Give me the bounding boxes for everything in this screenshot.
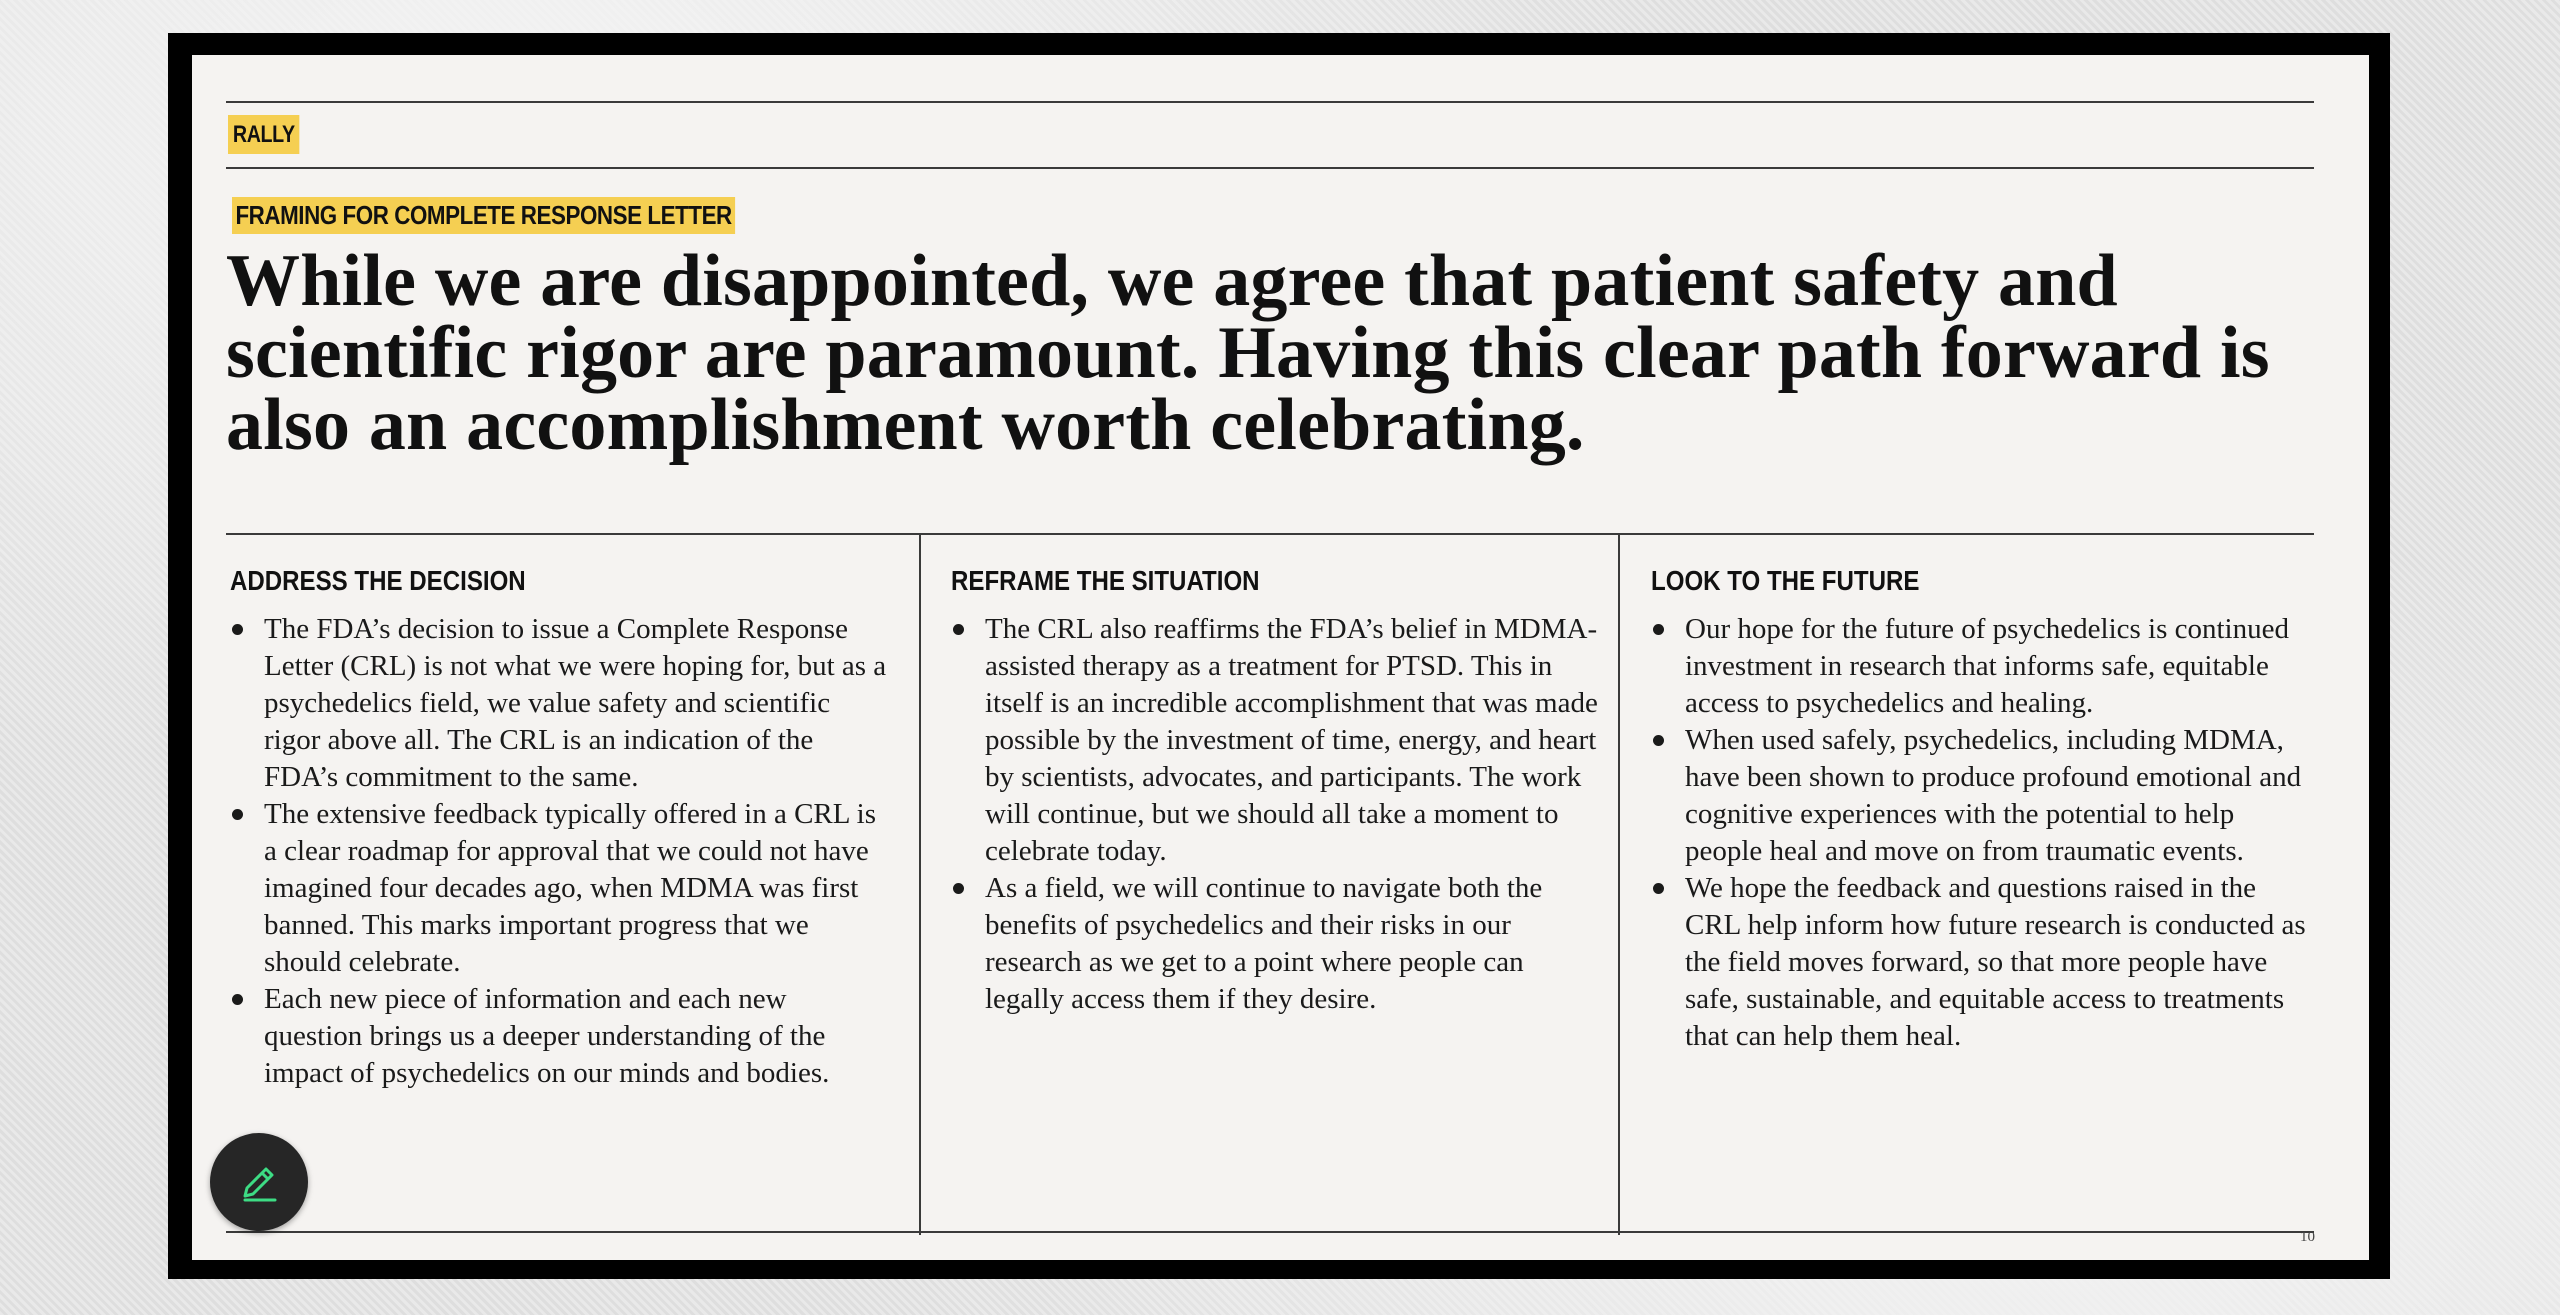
list-item <box>1649 611 2309 722</box>
list-item <box>228 796 888 981</box>
bullet-text: As a field, we will continue to navigate both the benefits of psychedelics and their risks in our research as we get to a point where people can legally access them if they desire. <box>985 872 1543 1015</box>
bullet-list <box>228 611 888 1092</box>
column-divider <box>919 535 921 1235</box>
bullet-icon <box>1653 624 1664 635</box>
bullet-icon <box>232 994 243 1005</box>
bullet-text: When used safely, psychedelics, including MDMA, have been shown to produce profound emotional and cognitive experiences with the potential to help people heal and move on from traumatic events. <box>1685 724 2302 867</box>
column-address-decision <box>228 535 888 1092</box>
bullet-icon <box>953 624 964 635</box>
list-item <box>228 611 888 796</box>
list-item <box>1649 870 2309 1055</box>
column-reframe-situation <box>949 535 1609 1018</box>
bullet-list <box>949 611 1609 1018</box>
list-item <box>949 870 1609 1018</box>
bullet-text: Our hope for the future of psychedelics is continued investment in research that informs safe, equitable access to psychedelics and healing. <box>1685 613 2289 719</box>
list-item <box>1649 722 2309 870</box>
bullet-text: The FDA’s decision to issue a Complete Response Letter (CRL) is not what we were hoping for, but as a psychedelics field, we value safety and scientific rigor above all. The CRL is an indication of the FDA’s commitment to the same. <box>264 613 887 793</box>
bullet-icon <box>953 883 964 894</box>
list-item <box>949 611 1609 870</box>
bullet-text: The CRL also reaffirms the FDA’s belief in MDMA-assisted therapy as a treatment for PTSD. This in itself is an incredible accomplishment that was made possible by the investment of time, energy, and heart by scientists, advocates, and participants. The work will continue, but we should all take a moment to celebrate today. <box>985 613 1598 867</box>
brand-rule <box>226 167 2314 169</box>
bullet-icon <box>232 809 243 820</box>
column-heading: REFRAME THE SITUATION <box>951 565 1260 596</box>
bullet-icon <box>1653 883 1664 894</box>
bullet-icon <box>232 624 243 635</box>
headline: While we are disappointed, we agree that patient safety and scientific rigor are paramount. Having this clear path forward is also an accomplishment worth celebrating. <box>226 240 2270 466</box>
section-tag: FRAMING FOR COMPLETE RESPONSE LETTER <box>232 197 735 234</box>
column-heading: LOOK TO THE FUTURE <box>1651 565 1920 596</box>
top-rule <box>226 101 2314 103</box>
page-number: 10 <box>2300 1229 2315 1245</box>
column-divider <box>1618 535 1620 1235</box>
column-look-to-future <box>1649 535 2309 1055</box>
column-heading: ADDRESS THE DECISION <box>230 565 526 596</box>
pencil-icon <box>237 1160 281 1204</box>
list-item <box>228 981 888 1092</box>
brand-tag: RALLY <box>228 115 300 154</box>
bullet-icon <box>1653 735 1664 746</box>
bullet-text: Each new piece of information and each new question brings us a deeper understanding of the impact of psychedelics on our minds and bodies. <box>264 983 830 1089</box>
bullet-text: We hope the feedback and questions raised in the CRL help inform how future research is conducted as the field moves forward, so that more people have safe, sustainable, and equitable access to treatments that can help them heal. <box>1685 872 2306 1052</box>
slide <box>192 55 2369 1260</box>
bottom-rule <box>226 1231 2314 1233</box>
bullet-list <box>1649 611 2309 1055</box>
bullet-text: The extensive feedback typically offered in a CRL is a clear roadmap for approval that we could not have imagined four decades ago, when MDMA was first banned. This marks important progress that we should celebrate. <box>264 798 877 978</box>
edit-button[interactable] <box>210 1133 308 1231</box>
